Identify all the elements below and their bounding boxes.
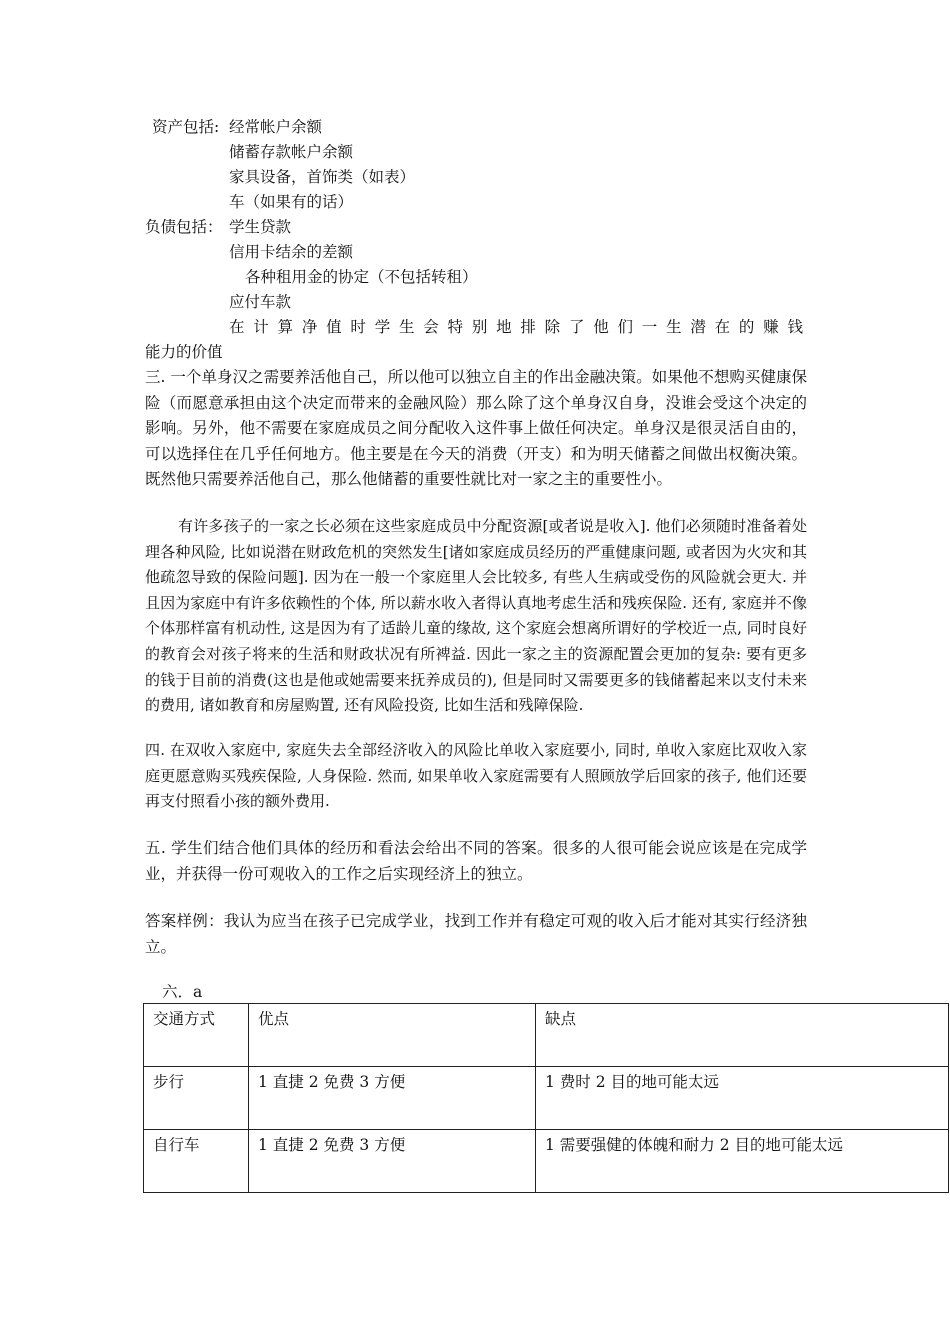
liability-item: 各种租用金的协定（不包括转租） [245, 268, 478, 286]
asset-item: 家具设备，首饰类（如表） [229, 168, 416, 186]
section-3-paragraph-1: 三. 一个单身汉之需要养活他自己，所以他可以独立自主的作出金融决策。如果他不想购买健康保险（而愿意承担由这个决定而带来的金融风险）那么除了这个单身汉自身，没谁会受这个决定的影响。另外，他不需要在家庭成员之间分配收入这件事上做任何决定。单身汉是很灵活自由的，可以选择住在几乎任何地方。他主要是在今天的消费（开支）和为明天储蓄之间做出权衡决策。既然他只需要养活他自己，那么他储蓄的重要性就比对一家之主的重要性小。 [145, 368, 807, 489]
liability-item: 应付车款 [229, 293, 292, 311]
table-cell: 步行 [144, 1067, 249, 1130]
table-cell: 1 直捷 2 免费 3 方便 [249, 1067, 536, 1130]
asset-item: 储蓄存款帐户余额 [229, 143, 354, 161]
liabilities-label: 负债包括： [145, 218, 223, 236]
sample-answer-paragraph: 答案样例：我认为应当在孩子已完成学业，找到工作并有稳定可观的收入后才能对其实行经济独立。 [145, 912, 807, 956]
table-cell: 1 需要强健的体魄和耐力 2 目的地可能太远 [536, 1130, 949, 1193]
section-4-paragraph: 四. 在双收入家庭中, 家庭失去全部经济收入的风险比单收入家庭要小, 同时, 单收入家庭比双收入家庭更愿意购买残疾保险, 人身保险. 然而, 如果单收入家庭需要有人照顾放学后回家的孩子, 他们还要再支付照看小孩的额外费用. [145, 741, 807, 811]
section-5-paragraph: 五. 学生们结合他们具体的经历和看法会给出不同的答案。很多的人很可能会说应该是在完成学业，并获得一份可观收入的工作之后实现经济上的独立。 [145, 839, 807, 883]
net-worth-note-line1: 在计算净值时学生会特别地排除了他们一生潜在的赚钱 [229, 318, 807, 336]
section-3-paragraph-2: 有许多孩子的一家之长必须在这些家庭成员中分配资源[或者说是收入]. 他们必须随时准备着处理各种风险, 比如说潜在财政危机的突然发生[诸如家庭成员经历的严重健康问题, 或者因为火灾和其他疏忽导致的保险问题]. 因为在一般一个家庭里人会比较多, 有些人生病或受伤的风险就会更大. 并且因为家庭中有许多依赖性的个体, 所以薪水收入者得认真地考虑生活和残疾保险. 还有, 家庭并不像个体那样富有机动性, 这是因为有了适龄儿童的缘故, 这个家庭会想离所谓好的学校近一点, 同时良好的教育会对孩子将来的生活和财政状况有所裨益. 因此一家之主的资源配置会更加的复杂: 要有更多的钱于目前的消费(这也是他或她需要来抚养成员的), 但是同时又需要更多的钱储蓄起来以支付未来的费用, 诸如教育和房屋购置, 还有风险投资, 比如生活和残障保险. [145, 517, 807, 715]
liability-item: 学生贷款 [229, 218, 292, 236]
table-header-row [144, 1004, 949, 1067]
net-worth-note-line2: 能力的价值 [145, 343, 223, 361]
asset-item: 经常帐户余额 [229, 118, 323, 136]
table-cell: 自行车 [144, 1130, 249, 1193]
table-header-cell: 交通方式 [144, 1004, 249, 1067]
liability-item: 信用卡结余的差额 [229, 243, 354, 261]
table-header-cell: 缺点 [536, 1004, 949, 1067]
assets-label: 资产包括: [152, 118, 220, 136]
transport-comparison-table [143, 1003, 949, 1193]
table-header-cell: 优点 [249, 1004, 536, 1067]
table-cell: 1 直捷 2 免费 3 方便 [249, 1130, 536, 1193]
table-row [144, 1067, 949, 1130]
asset-item: 车（如果有的话） [229, 193, 354, 211]
table-cell: 1 费时 2 目的地可能太远 [536, 1067, 949, 1130]
section-6-label: 六．a [162, 983, 203, 1001]
table-row [144, 1130, 949, 1193]
